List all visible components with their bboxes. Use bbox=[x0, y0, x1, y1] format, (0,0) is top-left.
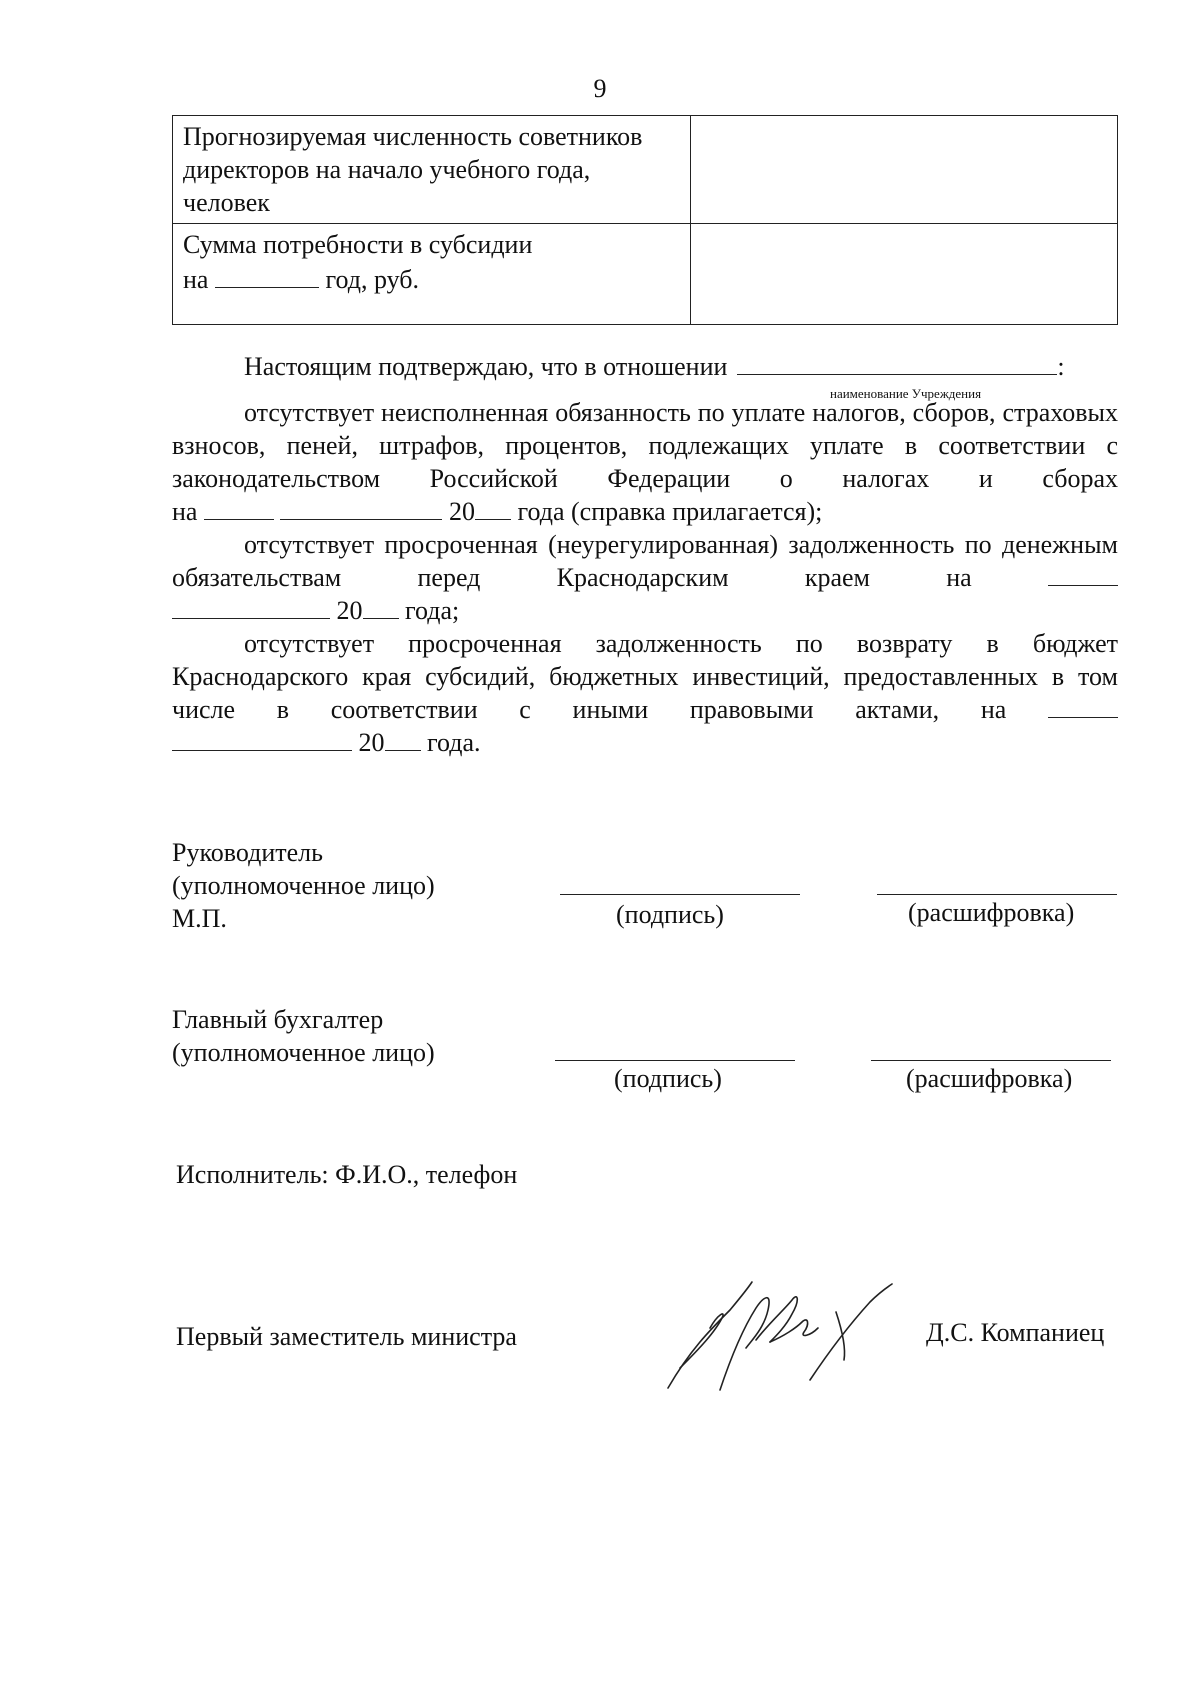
subsidy-label: Сумма потребности в субсидии bbox=[183, 230, 533, 259]
subsidy-on: на bbox=[183, 265, 209, 294]
year-prefix: 20 bbox=[448, 497, 475, 526]
year-prefix: 20 bbox=[336, 596, 363, 625]
paragraph-end: года. bbox=[427, 728, 481, 757]
head-decoding-line bbox=[877, 894, 1117, 895]
paragraph-debt-region bbox=[172, 528, 1118, 594]
accountant-authorized: (уполномоченное лицо) bbox=[172, 1038, 435, 1067]
paragraph-taxes-date bbox=[172, 495, 1118, 528]
institution-caption: наименование Учреждения bbox=[830, 386, 982, 401]
paragraph-taxes bbox=[172, 396, 1118, 495]
paragraph-end: года (справка прилагается); bbox=[517, 497, 823, 526]
head-title: Руководитель bbox=[172, 838, 323, 867]
table-cell-label: Прогнозируемая численность советников директоров на начало учебного года, человек bbox=[173, 116, 691, 224]
table-cell-value bbox=[691, 224, 1118, 325]
paragraph-text: отсутствует неисполненная обязанность по уплате налогов, сборов, страховых взносов, пеней, штрафов, процентов, подлежащих уплате в соответствии с законодательством Российской Федерации о налогах и сборах bbox=[172, 398, 1118, 493]
paragraph-text: отсутствует просроченная задолженность по возврату в бюджет Краснодарского края субсидий, бюджетных инвестиций, предоставленных в том числе в соответствии с иными правовыми актами, на bbox=[172, 629, 1118, 724]
head-authorized: (уполномоченное лицо) bbox=[172, 871, 435, 900]
table-cell-label bbox=[173, 224, 691, 325]
info-table bbox=[172, 115, 1118, 325]
institution-blank bbox=[737, 352, 1057, 375]
table-cell-value bbox=[691, 116, 1118, 224]
accountant-signature-line bbox=[555, 1060, 795, 1061]
day-blank bbox=[204, 497, 274, 520]
page-number: 9 bbox=[593, 74, 607, 103]
year-blank bbox=[215, 261, 319, 288]
paragraph-text: отсутствует просроченная (неурегулированная) задолженность по денежным обязательствам перед Краснодарским краем на bbox=[172, 530, 1118, 592]
official-name: Д.С. Компаниец bbox=[926, 1318, 1105, 1347]
subsidy-year-unit: год, руб. bbox=[325, 265, 420, 294]
accountant-decoding-caption: (расшифровка) bbox=[906, 1064, 1073, 1093]
year-blank bbox=[475, 497, 511, 520]
date-on: на bbox=[172, 497, 198, 526]
confirmation-line bbox=[244, 352, 1065, 382]
accountant-decoding-line bbox=[871, 1060, 1111, 1061]
accountant-title: Главный бухгалтер bbox=[172, 1005, 384, 1034]
handwritten-signature bbox=[660, 1270, 900, 1400]
table-row bbox=[173, 116, 1118, 224]
year-blank bbox=[385, 728, 421, 751]
paragraph-end: года; bbox=[405, 596, 460, 625]
day-blank bbox=[1048, 563, 1118, 586]
stamp-place: М.П. bbox=[172, 904, 227, 933]
confirmation-intro: Настоящим подтверждаю, что в отношении bbox=[244, 352, 728, 381]
accountant-signature-caption: (подпись) bbox=[614, 1064, 722, 1093]
year-blank bbox=[363, 596, 399, 619]
month-blank bbox=[280, 497, 442, 520]
day-blank bbox=[1048, 695, 1118, 718]
statement-paragraphs bbox=[172, 396, 1118, 759]
official-position: Первый заместитель министра bbox=[176, 1322, 517, 1351]
month-blank bbox=[172, 728, 352, 751]
head-decoding-caption: (расшифровка) bbox=[908, 898, 1075, 927]
year-prefix: 20 bbox=[358, 728, 385, 757]
paragraph-debt-budget bbox=[172, 627, 1118, 726]
table-row bbox=[173, 224, 1118, 325]
head-signature-line bbox=[560, 894, 800, 895]
confirmation-colon: : bbox=[1057, 352, 1065, 381]
paragraph-debt-budget-date bbox=[172, 726, 1118, 759]
head-signature-caption: (подпись) bbox=[616, 900, 724, 929]
paragraph-debt-region-date bbox=[172, 594, 1118, 627]
executor-line: Исполнитель: Ф.И.О., телефон bbox=[176, 1160, 518, 1189]
month-blank bbox=[172, 596, 330, 619]
